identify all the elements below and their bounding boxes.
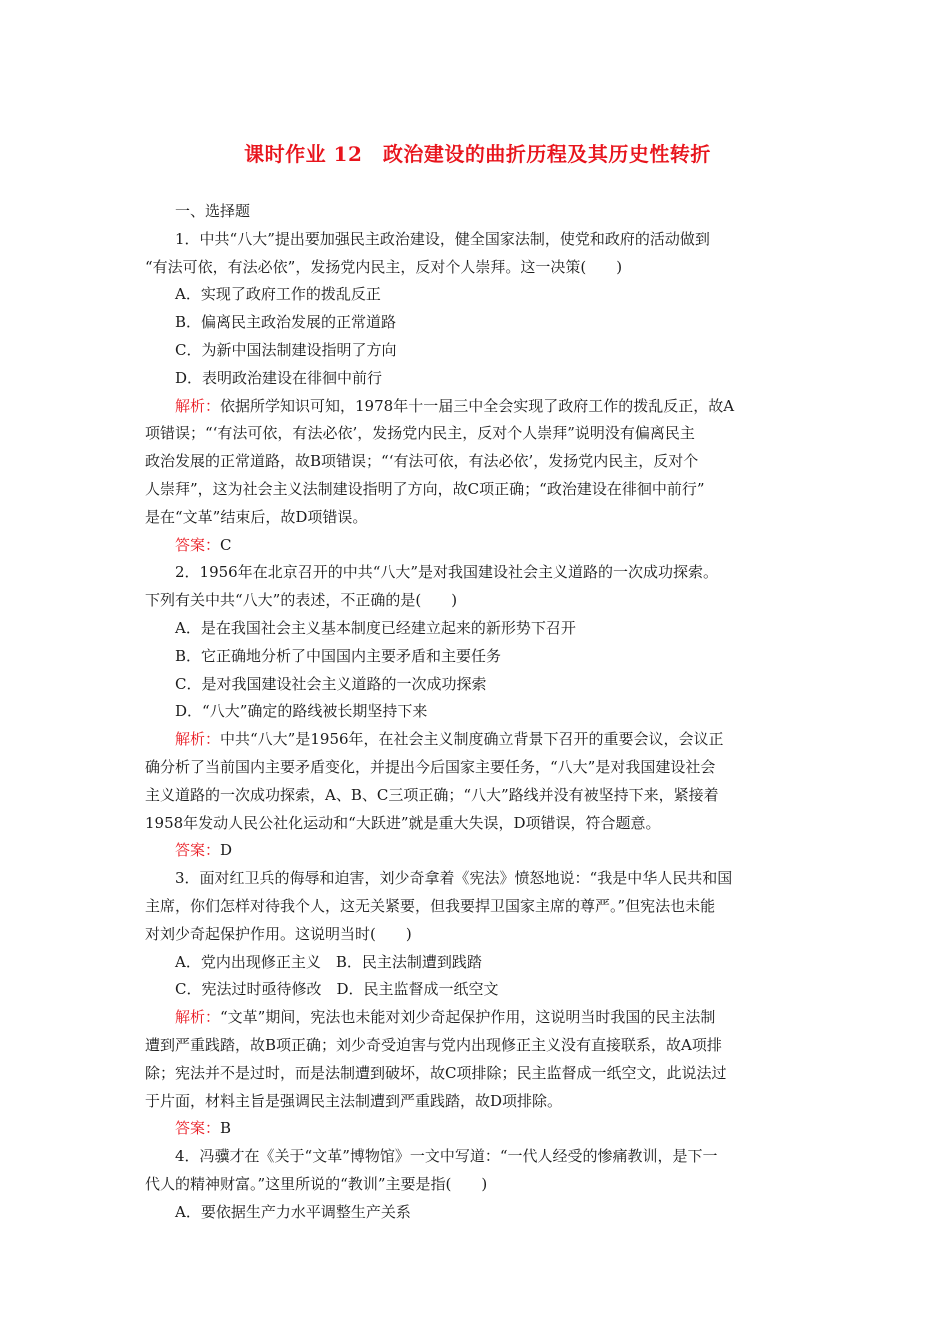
option-b: B．它正确地分析了中国国内主要矛盾和主要任务	[175, 646, 502, 665]
analysis-line: 除；宪法并不是过时，而是法制遭到破坏，故C项排除；民主监督成一纸空文，此说法过	[145, 1063, 727, 1082]
option-a-b: A．党内出现修正主义 B．民主法制遭到践踏	[175, 952, 482, 971]
option-b: B．偏离民主政治发展的正常道路	[175, 313, 397, 332]
question-stem-line: 对刘少奇起保护作用。这说明当时( )	[145, 924, 412, 943]
analysis-line: 是在“文革”结束后，故D项错误。	[145, 507, 368, 526]
question-stem-line: 1．中共“八大”提出要加强民主政治建设，健全国家法制，使党和政府的活动做到	[175, 229, 710, 248]
answer-value: D	[220, 841, 233, 860]
answer-value: B	[220, 1119, 232, 1138]
answer-line	[145, 837, 810, 865]
answer-label: 答案：	[175, 1119, 221, 1138]
analysis-text: “文革”期间，宪法也未能对刘少奇起保护作用，这说明当时我国的民主法制	[220, 1008, 716, 1027]
option-a: A．实现了政府工作的拨乱反正	[175, 285, 381, 304]
option-a: A．是在我国社会主义基本制度已经建立起来的新形势下召开	[175, 618, 576, 637]
question-4	[145, 1143, 810, 1226]
analysis-line: 1958年发动人民公社化运动和“大跃进”就是重大失误，D项错误，符合题意。	[145, 813, 661, 832]
document-page	[145, 140, 810, 1226]
question-3	[145, 865, 810, 1143]
analysis-first-line	[145, 393, 810, 421]
analysis-text: 中共“八大”是1956年，在社会主义制度确立背景下召开的重要会议，会议正	[220, 730, 724, 749]
analysis-first-line	[145, 1004, 810, 1032]
analysis-label: 解析：	[175, 396, 221, 415]
question-stem-line: 3．面对红卫兵的侮辱和迫害，刘少奇拿着《宪法》愤怒地说：“我是中华人民共和国	[175, 869, 733, 888]
analysis-label: 解析：	[175, 730, 221, 749]
answer-line	[145, 532, 810, 560]
analysis-text: 依据所学知识可知，1978年十一届三中全会实现了政府工作的拨乱反正，故A	[220, 396, 735, 415]
option-c: C．为新中国法制建设指明了方向	[175, 340, 397, 359]
option-a: A．要依据生产力水平调整生产关系	[175, 1202, 411, 1221]
analysis-line: 人崇拜”，这为社会主义法制建设指明了方向，故C项正确；“政治建设在徘徊中前行”	[145, 479, 705, 498]
analysis-line: 项错误；“‘有法可依，有法必依’，发扬党内民主，反对个人崇拜”说明没有偏离民主	[145, 424, 695, 443]
analysis-line: 主义道路的一次成功探索，A、B、C三项正确；“八大”路线并没有被坚持下来，紧接着	[145, 785, 719, 804]
option-d: D．“八大”确定的路线被长期坚持下来	[175, 702, 428, 721]
option-c: C．是对我国建设社会主义道路的一次成功探索	[175, 674, 487, 693]
question-stem-line: 代人的精神财富。”这里所说的“教训”主要是指( )	[145, 1174, 488, 1193]
answer-value: C	[220, 535, 232, 554]
analysis-line: 政治发展的正常道路，故B项错误；“‘有法可依，有法必依’，发扬党内民主，反对个	[145, 452, 699, 471]
analysis-first-line	[145, 726, 810, 754]
analysis-line: 遭到严重践踏，故B项正确；刘少奇受迫害与党内出现修正主义没有直接联系，故A项排	[145, 1035, 722, 1054]
answer-label: 答案：	[175, 841, 221, 860]
analysis-label: 解析：	[175, 1008, 221, 1027]
option-c-d: C．宪法过时亟待修改 D．民主监督成一纸空文	[175, 980, 499, 999]
question-stem-line: 主席，你们怎样对待我个人，这无关紧要，但我要捍卫国家主席的尊严。”但宪法也未能	[145, 896, 716, 915]
analysis-line: 确分析了当前国内主要矛盾变化，并提出今后国家主要任务，“八大”是对我国建设社会	[145, 757, 716, 776]
answer-line	[145, 1115, 810, 1143]
option-d: D．表明政治建设在徘徊中前行	[175, 368, 383, 387]
question-stem-line: 2．1956年在北京召开的中共“八大”是对我国建设社会主义道路的一次成功探索。	[175, 563, 719, 582]
question-2	[145, 559, 810, 865]
section-heading: 一、选择题	[175, 202, 251, 220]
page-title: 课时作业 12 政治建设的曲折历程及其历史性转折	[244, 142, 711, 166]
analysis-line: 于片面，材料主旨是强调民主法制遭到严重践踏，故D项排除。	[145, 1091, 563, 1110]
question-stem-line: “有法可依，有法必依”，发扬党内民主，反对个人崇拜。这一决策( )	[145, 257, 623, 276]
question-stem-line: 4．冯骥才在《关于“文革”博物馆》一文中写道：“一代人经受的惨痛教训，是下一	[175, 1147, 718, 1166]
answer-label: 答案：	[175, 535, 221, 554]
question-1	[145, 226, 810, 560]
question-stem-line: 下列有关中共“八大”的表述，不正确的是( )	[145, 591, 458, 610]
